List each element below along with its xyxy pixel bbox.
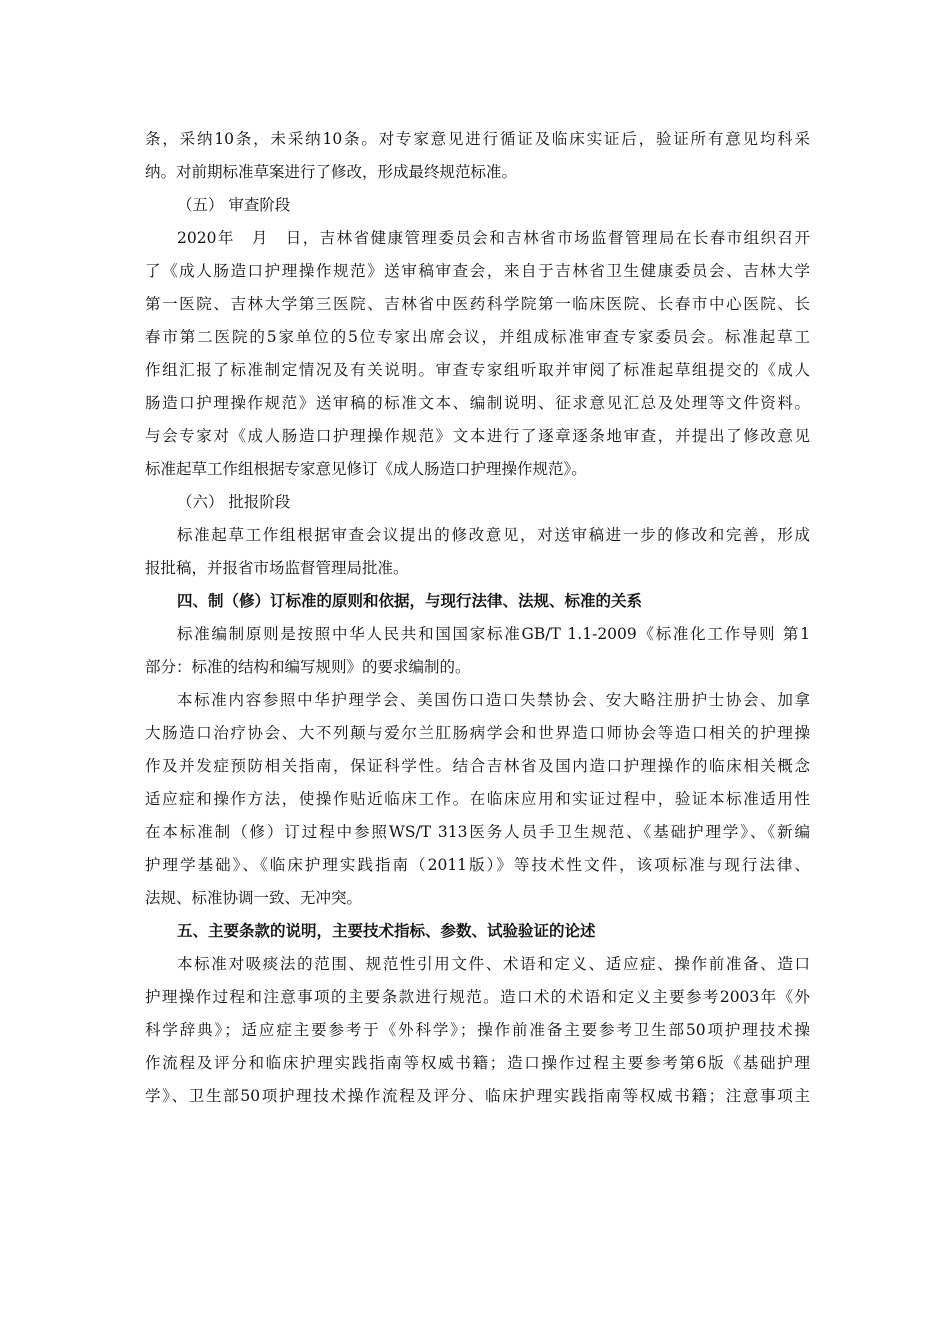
subsection-heading: （六） 批报阶段: [177, 493, 291, 511]
text-line: 适应症和操作方法，使操作贴近临床工作。在临床应用和实证过程中，验证本标准适用性: [145, 790, 810, 808]
text-line: 纳。对前期标准草案进行了修改，形成最终规范标准。: [145, 163, 518, 181]
text-line: 标准起草工作组根据专家意见修订《成人肠造口护理操作规范》。: [145, 460, 587, 478]
text-line: 在本标准制（修）订过程中参照WS/T 313医务人员手卫生规范、《基础护理学》、《新编: [145, 823, 810, 841]
text-line: 本标准对吸痰法的范围、规范性引用文件、术语和定义、适应症、操作前准备、造口: [177, 955, 810, 973]
text-line: 大肠造口治疗协会、大不列颠与爱尔兰肛肠病学会和世界造口师协会等造口相关的护理操: [145, 724, 810, 742]
text-line: 了《成人肠造口护理操作规范》送审稿审查会，来自于吉林省卫生健康委员会、吉林大学: [145, 262, 810, 280]
subsection-heading: （五） 审查阶段: [177, 196, 291, 214]
text-line: 条，采纳10条，未采纳10条。对专家意见进行循证及临床实证后，验证所有意见均科采: [145, 130, 810, 148]
section-heading: 五、主要条款的说明，主要技术指标、参数、试验验证的论述: [177, 922, 596, 940]
text-line: 作流程及评分和临床护理实践指南等权威书籍；造口操作过程主要参考第6版《基础护理: [145, 1054, 810, 1072]
text-line: 学》、卫生部50项护理技术操作流程及评分、临床护理实践指南等权威书籍；注意事项主: [145, 1087, 810, 1105]
text-line: 法规、标准协调一致、无冲突。: [145, 889, 363, 907]
section-heading: 四、制（修）订标准的原则和依据，与现行法律、法规、标准的关系: [177, 592, 643, 610]
text-line: 护理操作过程和注意事项的主要条款进行规范。造口术的术语和定义主要参考2003年《外: [145, 988, 810, 1006]
text-line: 标准编制原则是按照中华人民共和国国家标准GB/T 1.1-2009《标准化工作导则 第1: [177, 625, 810, 643]
text-line: 本标准内容参照中华护理学会、美国伤口造口失禁协会、安大略注册护士协会、加拿: [177, 691, 810, 709]
text-line: 护理学基础》、《临床护理实践指南（2011版）》等技术性文件，该项标准与现行法律、: [145, 856, 810, 874]
text-line: 报批稿，并报省市场监督管理局批准。: [145, 559, 409, 577]
document-body: [145, 123, 810, 1113]
text-line: 标准起草工作组根据审查会议提出的修改意见，对送审稿进一步的修改和完善，形成: [177, 526, 810, 544]
text-line: 2020年 月 日，吉林省健康管理委员会和吉林省市场监督管理局在长春市组织召开: [177, 229, 810, 247]
text-line: 春市第二医院的5家单位的5位专家出席会议，并组成标准审查专家委员会。标准起草工: [145, 328, 810, 346]
text-line: 第一医院、吉林大学第三医院、吉林省中医药科学院第一临床医院、长春市中心医院、长: [145, 295, 810, 313]
text-line: 部分：标准的结构和编写规则》的要求编制的。: [145, 658, 471, 676]
text-line: 科学辞典》；适应症主要参考于《外科学》；操作前准备主要参考卫生部50项护理技术操: [145, 1021, 810, 1039]
text-line: 肠造口护理操作规范》送审稿的标准文本、编制说明、征求意见汇总及处理等文件资料。: [145, 394, 810, 412]
text-line: 与会专家对《成人肠造口护理操作规范》文本进行了逐章逐条地审查，并提出了修改意见: [145, 427, 810, 445]
text-line: 作及并发症预防相关指南，保证科学性。结合吉林省及国内造口护理操作的临床相关概念: [145, 757, 810, 775]
text-line: 作组汇报了标准制定情况及有关说明。审查专家组听取并审阅了标准起草组提交的《成人: [145, 361, 810, 379]
